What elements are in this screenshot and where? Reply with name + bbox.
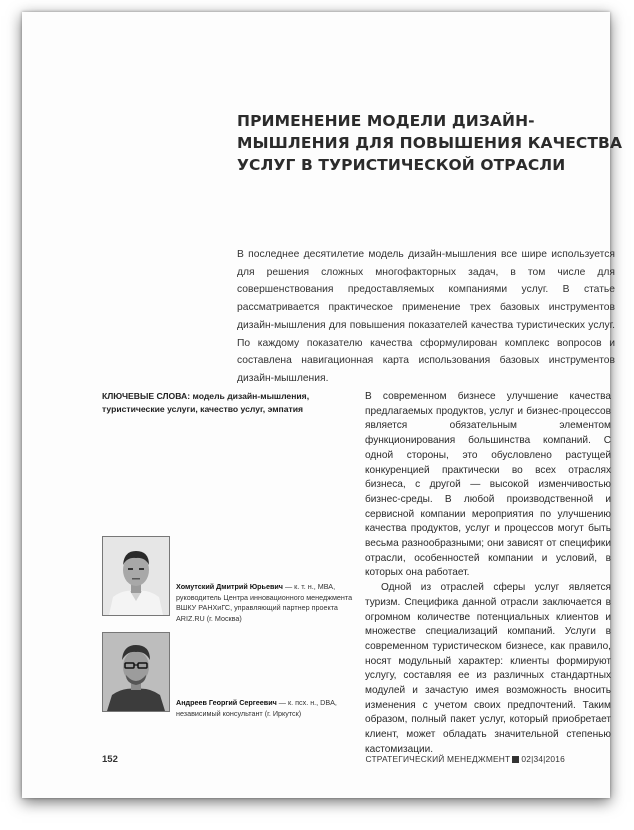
author-name: Андреев Георгий Сергеевич xyxy=(176,698,277,707)
author-info: — к. т. н., МВА, руководитель Центра инновационного менеджмента ВШКУ РАНХиГС, управляющий партнер проекта ARIZ.RU (г. Москва) xyxy=(176,582,353,623)
journal-footer xyxy=(365,754,565,764)
keywords: КЛЮЧЕВЫЕ СЛОВА: модель дизайн-мышления, туристические услуги, качество услуг, эмпатия xyxy=(102,391,310,414)
author-bio-andreev xyxy=(176,698,356,719)
journal-name: СТРАТЕГИЧЕСКИЙ МЕНЕДЖМЕНТ xyxy=(365,754,511,764)
author-info: — к. псх. н., DBA, независимый консультант (г. Иркутск) xyxy=(176,698,337,718)
square-separator-icon xyxy=(512,756,519,763)
article-title: ПРИМЕНЕНИЕ МОДЕЛИ ДИЗАЙН-МЫШЛЕНИЯ ДЛЯ ПОВЫШЕНИЯ КАЧЕСТВА УСЛУГ В ТУРИСТИЧЕСКОЙ ОТРАСЛИ xyxy=(237,112,623,174)
author-photo-khomutsky xyxy=(102,536,170,616)
author-name: Хомутский Дмитрий Юрьевич xyxy=(176,582,283,591)
journal-issue: 02|34|2016 xyxy=(521,754,565,764)
article-abstract: В последнее десятилетие модель дизайн-мышления все шире используется для решения сложных многофакторных задач, в том числе для совершенствования предоставляемых компаниями услуг. В статье рассматривается практическое применение трех базовых инструментов дизайн-мышления для повышения показателей качества туристических услуг. По каждому показателю качества сформулирован комплекс вопросов и составлена навигационная карта использования базовых инструментов дизайн-мышления. xyxy=(237,249,615,384)
page-number: 152 xyxy=(102,754,118,765)
author-photo-andreev xyxy=(102,632,170,712)
article-body xyxy=(365,390,611,758)
author-bio-khomutsky xyxy=(176,582,356,624)
body-paragraph-1: В современном бизнесе улучшение качества предлагаемых продуктов, услуг и бизнес-процессов является обязательным элементом функционирования большинства компаний. С одной стороны, это обусловлено растущей конкуренцией практически во всех отраслях бизнеса, с другой — высокой изменчивостью бизнес-среды. В любой производственной и сервисной компании мероприятия по улучшению качества продуктов, услуг и процессов могут быть весьма разнообразными; они зависят от специфики отрасли, особенностей компании и условий, в которых она работает. xyxy=(365,391,611,579)
body-paragraph-2: Одной из отраслей сферы услуг является туризм. Специфика данной отрасли заключается в огромном количестве потенциальных клиентов и множестве специализаций компаний. Услуги в современном туристическом бизнесе, как правило, носят модульный характер: клиенты формируют услугу, составляя ее из различных стандартных модулей и зачастую имея возможность вносить изменения с учетом своих предпочтений. Таким образом, полный пакет услуг, который приобретает клиент, может обладать значительной степенью кастомизации. xyxy=(365,582,611,755)
journal-page xyxy=(22,12,623,798)
